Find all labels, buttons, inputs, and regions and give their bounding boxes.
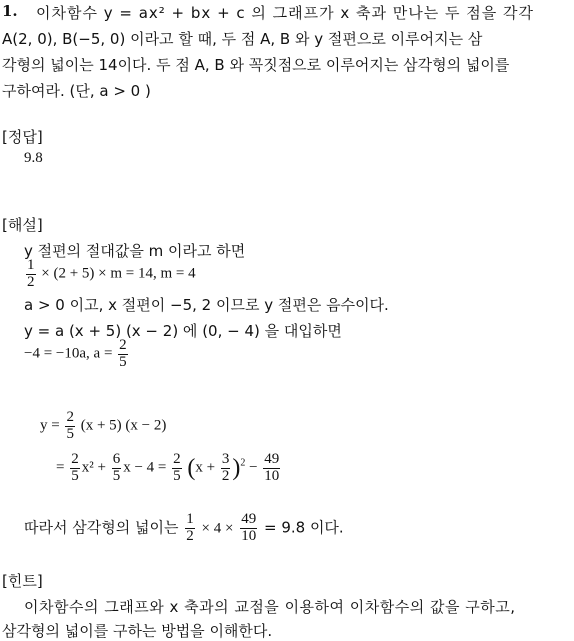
equation-2: = $\frac{2}{5}$ x² + $\frac{6}{5}$ x − 4 = $\frac{2}{5}$ (x + $\frac{3}{2}$ )$^2$ − $\frac{49}{10}$ [56, 451, 280, 484]
fraction: $\frac{2}{5}$ [66, 409, 74, 442]
equation-1: y = $\frac{2}{5}$ (x + 5) (x − 2) [40, 409, 167, 442]
answer-header: [정답] [2, 128, 43, 146]
explanation-line-4: y = a (x + 5) (x − 2) 에 (0, − 4) 을 대입하면 [24, 322, 342, 340]
fraction: $\frac{2}{5}$ [119, 337, 127, 370]
fraction: $\frac{49}{10}$ [264, 451, 280, 484]
hint-line-2: 삼각형의 넓이를 구하는 방법을 이해한다. [2, 622, 273, 640]
explanation-line-1: y 절편의 절대값을 m 이라고 하면 [24, 242, 246, 260]
explanation-header: [해설] [2, 216, 43, 234]
hint-header: [힌트] [2, 572, 43, 590]
problem-line-1: 이차함수 y = ax² + bx + c 의 그래프가 x 축과 만나는 두 점을 각각 [36, 4, 535, 22]
problem-line-4: 구하여라. (단, a > 0 ) [2, 82, 151, 100]
explanation-line-2: $\frac{1}{2}$ × (2 + 5) × m = 14, m = 4 [27, 257, 196, 290]
fraction: $\frac{1}{2}$ [186, 511, 194, 544]
problem-line-2: A(2, 0), B(−5, 0) 이라고 할 때, 두 점 A, B 와 y 절편으로 이루어지는 삼 [2, 30, 483, 48]
explanation-line-3: a > 0 이고, x 절편이 −5, 2 이므로 y 절편은 음수이다. [24, 296, 389, 314]
fraction: $\frac{1}{2}$ [27, 257, 35, 290]
answer-value: 9.8 [24, 150, 43, 166]
fraction: $\frac{2}{5}$ [71, 451, 79, 484]
problem-number: 1. [2, 2, 18, 20]
hint-line-1: 이차함수의 그래프와 x 축과의 교점을 이용하여 이차함수의 값을 구하고, [24, 598, 516, 616]
fraction: $\frac{6}{5}$ [112, 451, 121, 484]
fraction: $\frac{49}{10}$ [241, 511, 257, 544]
conclusion: 따라서 삼각형의 넓이는 $\frac{1}{2}$ × 4 × $\frac{49}{10}$ = 9.8 이다. [24, 511, 344, 544]
fraction: $\frac{3}{2}$ [221, 451, 230, 484]
explanation-line-5: −4 = −10a, a = $\frac{2}{5}$ [24, 337, 127, 370]
fraction: $\frac{2}{5}$ [173, 451, 181, 484]
problem-line-3: 각형의 넓이는 14이다. 두 점 A, B 와 꼭짓점으로 이루어지는 삼각형의 넓이를 [2, 56, 510, 74]
